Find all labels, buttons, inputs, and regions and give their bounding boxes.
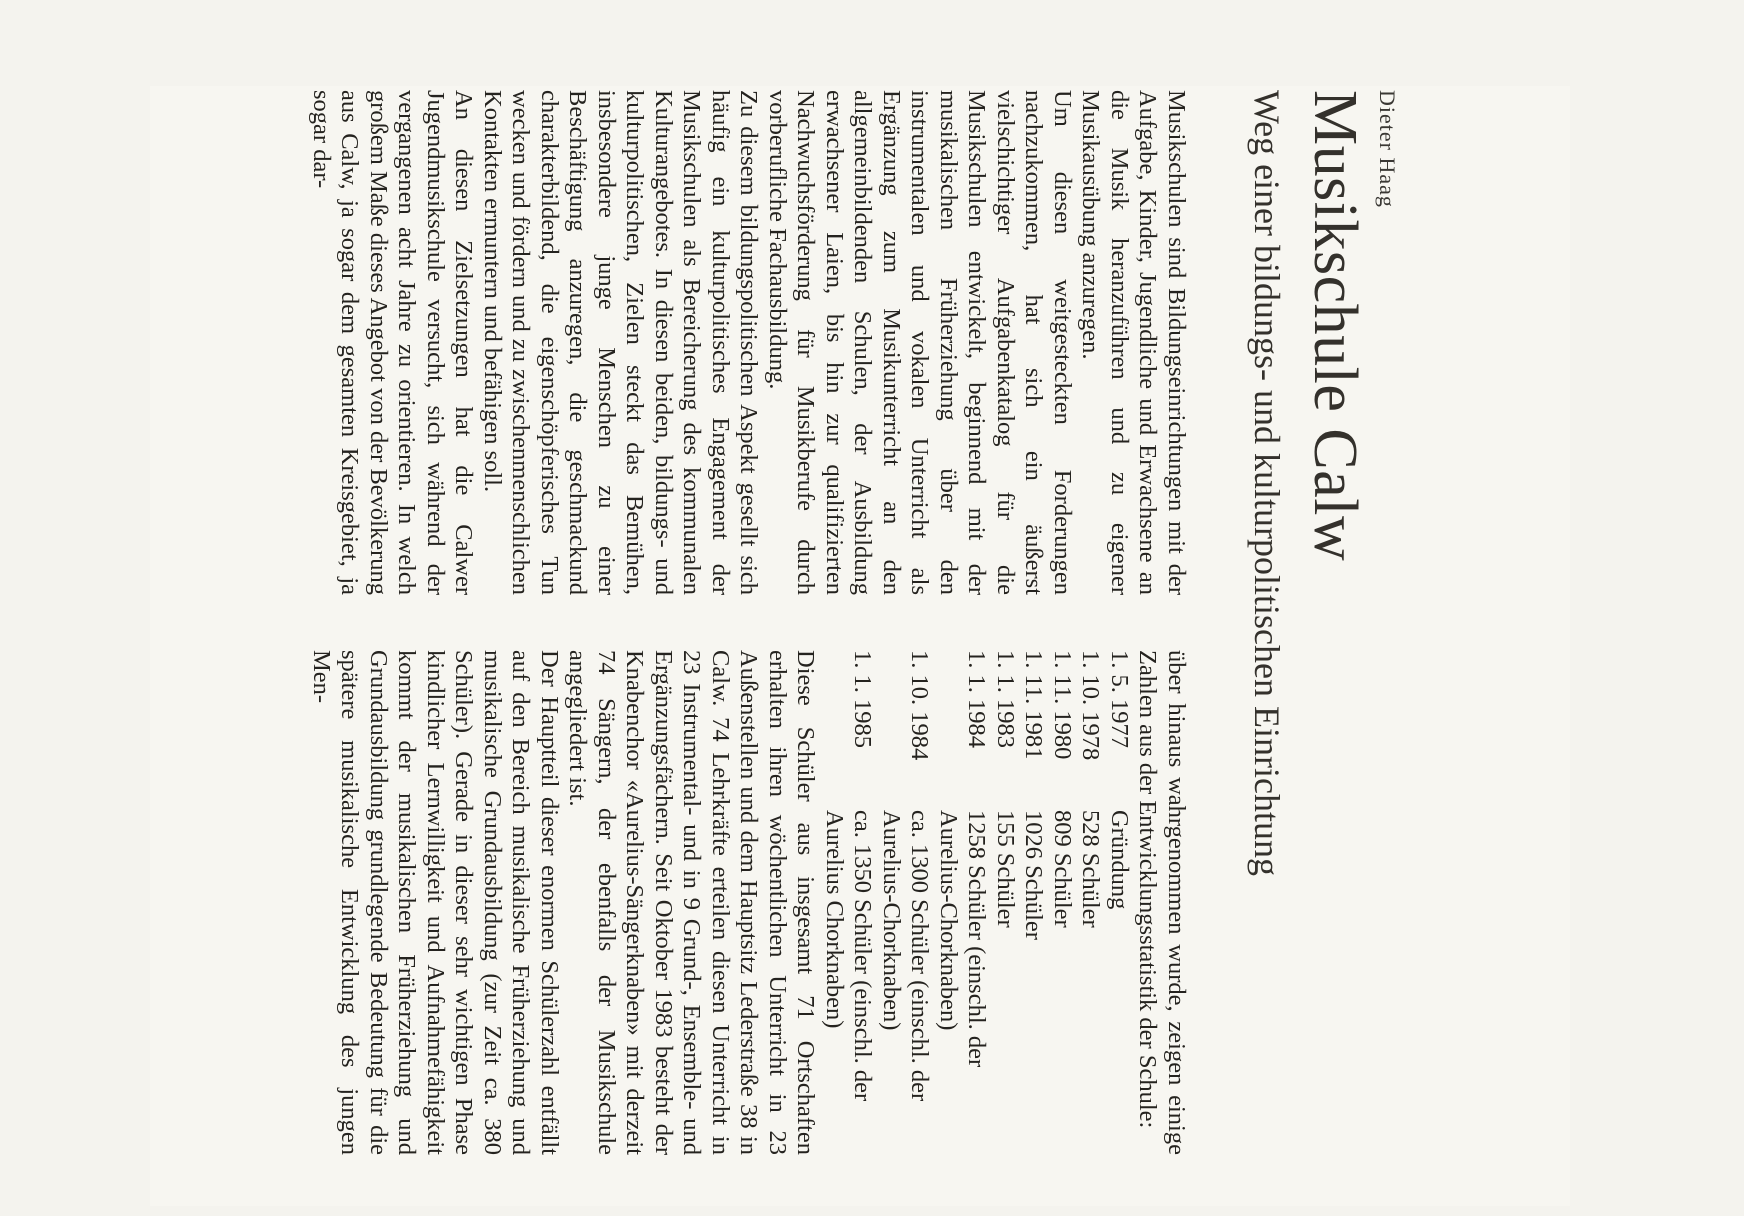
author-name	[1374, 90, 1400, 208]
stat-date: 1. 1. 1984	[963, 650, 991, 748]
paragraph: Zu diesem bildungspolitischen Aspekt gesellt sich häufig ein kulturpolitisches Engagement der Musikschulen als Bereicherung des kommunalen Kulturangebotes. In diesen beiden, bildungs- und kulturpolitischen, Zielen steckt das Bemühen, insbesondere junge Menschen zu einer Beschäftigung anzuregen, die geschmackund charakterbildend, die eigenschöpferisches Tun wecken und fördern und zu zwischenmenschlichen Kontakten ermuntern und befähigen soll.	[479, 90, 763, 595]
article-subtitle: Weg einer bildungs- und kulturpolitischen Einrichtung	[1247, 90, 1287, 876]
paragraph: An diesen Zielsetzungen hat die Calwer Jugendmusikschule versucht, sich während der vergangenen acht Jahre zu orientieren. In welch großem Maße dieses Angebot von der Bevölkerung aus Calw, ja sogar dem gesamten Kreisgebiet, ja sogar dar-	[308, 90, 478, 595]
left-column	[307, 90, 1191, 595]
rotated-article	[150, 90, 1400, 1170]
stat-date: 1. 10. 1978	[1077, 650, 1105, 761]
list-item	[820, 650, 877, 1155]
list-item	[991, 650, 1020, 1155]
stat-date: 1. 11. 1981	[1020, 650, 1048, 760]
stat-count: Gründung	[1106, 810, 1133, 910]
list-item	[1076, 650, 1105, 1155]
stat-count: 1258 Schüler (einschl. der Aurelius-Chorknaben)	[935, 810, 991, 1068]
author-text: Dieter Haag	[1375, 90, 1400, 208]
paragraph: Diese Schüler aus insgesamt 71 Ortschaften erhalten ihren wöchentlichen Unterricht in 23 Außenstellen und dem Hauptsitz Lederstraße 38 in Calw. 74 Lehrkräfte erteilen diesen Unterricht in 23 Instrumental- und in 9 Grund-, Ensemble- und Ergänzungsfächern. Seit Oktober 1983 besteht der Knabenchor «Aurelius-Sängerknaben» mit derzeit 74 Sängern, der ebenfalls der Musikschule angegliedert ist.	[564, 650, 820, 1155]
stat-count: 155 Schüler	[992, 810, 1019, 928]
article-title: Musikschule Calw	[1301, 90, 1369, 562]
paragraph: Um diesen weitgesteckten Forderungen nachzukommen, hat sich ein äußerst vielschichtiger Aufgabenkatalog für die Musikschulen entwickelt, beginnend mit der musikalischen Früherziehung über den instrumentalen und vokalen Unterricht als Ergänzung zum Musikunterricht an den allgemeinbildenden Schulen, der Ausbildung erwachsener Laien, bis hin zur qualifizierten Nachwuchsförderung für Musikberufe durch vorberufliche Fachausbildung.	[764, 90, 1076, 595]
list-item	[1019, 650, 1048, 1155]
list-item	[1048, 650, 1077, 1155]
stat-date: 1. 1. 1983	[992, 650, 1019, 748]
stat-date: 1. 1. 1985	[849, 650, 877, 748]
stat-count: 1026 Schüler	[1020, 810, 1048, 940]
paragraph: Der Hauptteil dieser enormen Schülerzahl entfällt auf den Bereich musikalische Früherziehung und musikalische Grundausbildung (zur Zeit ca. 380 Schüler). Gerade in dieser sehr wichtigen Phase kindlicher Lernwilligkeit und Aufnahmefähigkeit kommt der musikalischen Früherziehung und Grundausbildung grundlegende Bedeutung für die spätere musikalische Entwicklung des jungen Men-	[308, 650, 563, 1155]
right-column	[307, 650, 1191, 1155]
list-item	[877, 650, 934, 1155]
paragraph: Musikschulen sind Bildungseinrichtungen mit der Aufgabe, Kinder, Jugendliche und Erwachsene an die Musik heranzuführen und zu eigener Musikausübung anzuregen.	[1077, 90, 1190, 595]
paragraph: über hinaus wahrgenommen wurde, zeigen einige Zahlen aus der Entwicklungsstatistik der Schule:	[1134, 650, 1190, 1155]
stat-date: 1. 5. 1977	[1106, 650, 1133, 748]
stat-count: 809 Schüler	[1049, 810, 1076, 928]
list-item	[934, 650, 991, 1155]
stat-date: 1. 11. 1980	[1049, 650, 1076, 760]
stat-count: ca. 1300 Schüler (einschl. der Aurelius-Chorknaben)	[878, 810, 934, 1102]
stat-date: 1. 10. 1984	[906, 650, 934, 761]
stat-count: ca. 1350 Schüler (einschl. der Aurelius Chorknaben)	[821, 810, 877, 1102]
statistics-list	[820, 650, 1134, 1155]
stat-count: 528 Schüler	[1077, 810, 1105, 928]
list-item	[1105, 650, 1134, 1155]
